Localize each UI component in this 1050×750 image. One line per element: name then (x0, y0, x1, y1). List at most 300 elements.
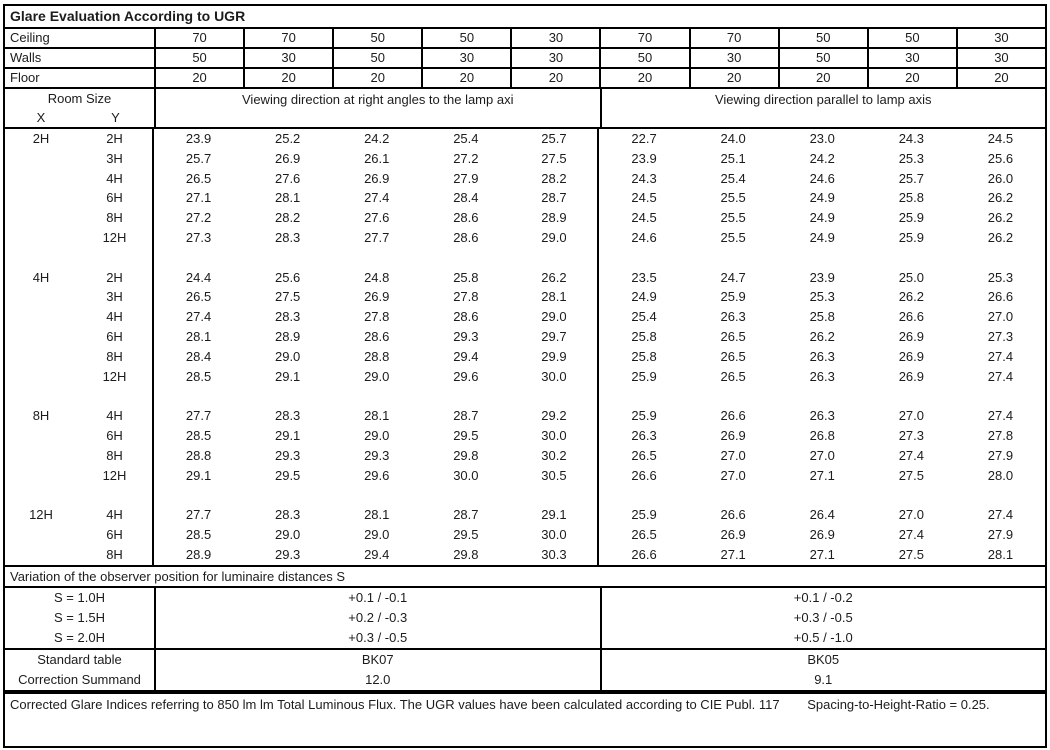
surface-value-cell: 30 (510, 29, 599, 47)
ugr-value-cell (332, 248, 421, 268)
surface-value-cell: 70 (599, 29, 688, 47)
ugr-value-cell: 25.5 (720, 190, 746, 206)
ugr-value-cell: 28.6 (453, 210, 479, 226)
room-y-label: 8H (77, 446, 154, 466)
ugr-value-cell: 30.0 (510, 367, 599, 387)
ugr-value-cell: 25.5 (720, 229, 746, 245)
room-x-label (5, 466, 77, 486)
ugr-value-cell (332, 485, 421, 505)
ugr-value-cell: 29.4 (453, 348, 479, 364)
ugr-value-cell: 25.8 (809, 309, 835, 325)
ugr-value-cell: 24.5 (631, 190, 657, 206)
ugr-value-cell: 23.0 (809, 131, 835, 146)
surface-value-cell: 20 (332, 69, 421, 87)
variation-right-value: +0.1 / -0.2 (600, 588, 1046, 608)
surface-value-cell: 50 (778, 29, 867, 47)
ugr-value-cell: 26.9 (364, 170, 390, 186)
ugr-value-cell: 25.2 (274, 131, 301, 146)
surface-value-cell: 20 (867, 69, 956, 87)
ugr-value-cell: 27.5 (898, 546, 924, 562)
surface-row (5, 29, 1045, 49)
room-y-label (77, 386, 154, 406)
ugr-value-cell: 26.5 (185, 289, 212, 305)
room-y-label: 8H (77, 347, 154, 367)
room-x-label (5, 149, 77, 169)
table-row (5, 188, 1045, 208)
surface-value-cell: 20 (778, 69, 867, 87)
ugr-value-cell: 27.5 (274, 289, 301, 305)
ugr-value-cell: 28.7 (510, 188, 599, 208)
summary-left-value: 12.0 (154, 670, 600, 690)
summary-row (5, 650, 1045, 670)
room-y-label: 12H (77, 367, 154, 387)
ugr-value-cell: 29.5 (453, 427, 479, 443)
ugr-value-cell: 25.3 (987, 269, 1014, 285)
ugr-value-cell: 28.3 (274, 408, 301, 424)
ugr-value-cell: 26.8 (809, 427, 835, 443)
right-group-header: Viewing direction parallel to lamp axis (600, 89, 1046, 129)
ugr-value-cell: 26.9 (720, 427, 746, 443)
surface-value-cell: 50 (867, 29, 956, 47)
table-row (5, 367, 1045, 387)
surface-value-cell: 50 (778, 49, 867, 67)
ugr-value-cell: 27.0 (898, 507, 924, 523)
ugr-value-cell: 27.1 (809, 467, 835, 483)
ugr-value-cell: 29.1 (510, 505, 599, 525)
ugr-value-cell: 28.2 (510, 169, 599, 189)
ugr-value-cell: 27.0 (987, 309, 1014, 325)
room-x-label (5, 248, 77, 268)
ugr-value-cell: 30.0 (510, 426, 599, 446)
ugr-value-cell (599, 485, 688, 505)
room-x-label (5, 228, 77, 248)
ugr-value-cell (867, 248, 956, 268)
surface-value-cell: 70 (243, 29, 332, 47)
ugr-value-cell: 27.6 (364, 210, 390, 226)
ugr-value-cell: 27.1 (809, 546, 835, 562)
ugr-value-cell: 26.2 (898, 289, 924, 305)
variation-label: S = 1.0H (54, 590, 105, 605)
room-y-label: 3H (77, 287, 154, 307)
table-row (5, 406, 1045, 426)
ugr-value-cell: 27.5 (898, 467, 924, 483)
ugr-value-cell: 25.9 (631, 408, 657, 424)
variation-row (5, 608, 1045, 628)
ugr-value-cell: 26.6 (987, 289, 1014, 305)
ugr-value-cell: 29.9 (510, 347, 599, 367)
ugr-value-cell: 24.2 (364, 131, 390, 146)
footer-note (3, 692, 1047, 748)
variation-block (5, 588, 1045, 650)
room-size-axes (5, 109, 154, 129)
room-x-label (5, 545, 77, 565)
room-x-label (5, 386, 77, 406)
room-y-label (77, 248, 154, 268)
ugr-value-cell: 24.5 (987, 131, 1014, 146)
ugr-value-cell: 27.1 (185, 190, 212, 206)
surface-row (5, 49, 1045, 69)
ugr-value-cell (510, 485, 599, 505)
room-y-label: 6H (77, 426, 154, 446)
ugr-value-cell: 28.2 (274, 210, 301, 226)
surface-value-cell: 30 (243, 49, 332, 67)
ugr-value-cell: 28.7 (453, 408, 479, 424)
surface-value-cell: 20 (599, 69, 688, 87)
spacer-row (5, 248, 1045, 268)
ugr-value-cell: 28.1 (364, 507, 390, 523)
ugr-value-cell: 29.0 (364, 368, 390, 384)
ugr-value-cell: 27.9 (453, 170, 479, 186)
ugr-value-cell: 30.0 (453, 467, 479, 483)
ugr-value-cell: 29.3 (453, 328, 479, 344)
ugr-value-cell (332, 386, 421, 406)
ugr-value-cell: 27.9 (987, 526, 1014, 542)
ugr-value-cell (689, 248, 778, 268)
table-row (5, 129, 1045, 149)
ugr-value-cell: 24.5 (631, 210, 657, 226)
ugr-value-cell: 26.9 (364, 289, 390, 305)
ugr-value-cell: 25.9 (631, 507, 657, 523)
surface-label: Walls (10, 50, 42, 65)
surface-value-cell: 50 (332, 49, 421, 67)
ugr-value-cell: 26.9 (898, 328, 924, 344)
room-x-label (5, 208, 77, 228)
ugr-value-cell: 28.3 (274, 229, 301, 245)
ugr-value-cell (421, 485, 510, 505)
surface-value-cell: 30 (689, 49, 778, 67)
summary-right-value: 9.1 (600, 670, 1046, 690)
room-x-label (5, 446, 77, 466)
spacer-row (5, 386, 1045, 406)
ugr-value-cell: 25.7 (185, 150, 212, 166)
surface-value-cell: 30 (510, 49, 599, 67)
ugr-value-cell: 28.9 (510, 208, 599, 228)
ugr-value-cell: 27.6 (274, 170, 301, 186)
ugr-value-cell: 29.1 (185, 467, 212, 483)
ugr-value-cell: 25.8 (453, 269, 479, 285)
ugr-value-cell: 26.9 (898, 368, 924, 384)
variation-row (5, 628, 1045, 648)
ugr-value-cell: 25.0 (898, 269, 924, 285)
ugr-value-cell: 27.8 (364, 309, 390, 325)
ugr-value-cell: 26.3 (809, 348, 835, 364)
surface-value-cell: 20 (510, 69, 599, 87)
ugr-value-cell: 28.5 (185, 526, 212, 542)
variation-label: S = 2.0H (54, 630, 105, 645)
ugr-value-cell: 25.9 (631, 368, 657, 384)
surface-value-cell: 70 (154, 29, 243, 47)
table-row (5, 307, 1045, 327)
surface-value-cell: 70 (689, 29, 778, 47)
ugr-value-cell: 27.7 (185, 408, 212, 424)
ugr-value-cell (421, 248, 510, 268)
table-row (5, 545, 1045, 565)
ugr-value-cell: 27.4 (987, 408, 1014, 424)
ugr-value-cell: 27.4 (185, 309, 212, 325)
ugr-value-cell: 26.6 (631, 467, 657, 483)
room-y-label: 4H (77, 307, 154, 327)
variation-row (5, 588, 1045, 608)
surface-value-cell: 20 (243, 69, 332, 87)
ugr-value-cell: 26.1 (364, 150, 390, 166)
ugr-value-cell: 27.8 (987, 427, 1014, 443)
ugr-value-cell: 25.1 (720, 150, 746, 166)
ugr-value-cell: 25.8 (631, 328, 657, 344)
ugr-value-cell: 30.5 (510, 466, 599, 486)
ugr-value-cell (154, 386, 243, 406)
ugr-value-cell: 28.4 (185, 348, 212, 364)
ugr-value-cell: 25.7 (898, 170, 924, 186)
ugr-value-cell: 27.3 (898, 427, 924, 443)
ugr-value-cell (867, 485, 956, 505)
surface-value-cell: 30 (956, 29, 1045, 47)
ugr-value-cell: 27.0 (720, 467, 746, 483)
ugr-value-cell: 27.7 (185, 507, 212, 523)
ugr-value-cell: 26.5 (631, 526, 657, 542)
ugr-value-cell: 26.3 (631, 427, 657, 443)
ugr-value-cell: 27.1 (720, 546, 746, 562)
room-y-label: 6H (77, 327, 154, 347)
room-x-label (5, 347, 77, 367)
summary-block (5, 650, 1045, 690)
ugr-value-cell: 29.0 (510, 307, 599, 327)
ugr-value-cell: 28.3 (274, 309, 301, 325)
ugr-value-cell: 29.2 (510, 406, 599, 426)
surface-label: Ceiling (10, 30, 50, 45)
surface-value-cell: 30 (867, 49, 956, 67)
room-x-label (5, 287, 77, 307)
table-row (5, 208, 1045, 228)
table-row (5, 149, 1045, 169)
spacer-row (5, 485, 1045, 505)
ugr-value-cell: 29.8 (453, 546, 479, 562)
table-row (5, 426, 1045, 446)
ugr-value-body (5, 129, 1045, 565)
ugr-value-cell: 26.2 (987, 229, 1014, 245)
ugr-value-cell: 26.5 (720, 348, 746, 364)
ugr-value-cell: 26.4 (809, 507, 835, 523)
ugr-value-cell: 26.5 (720, 368, 746, 384)
ugr-value-cell (243, 248, 332, 268)
ugr-value-cell: 25.4 (631, 309, 657, 325)
surface-reflectance-rows (5, 29, 1045, 89)
ugr-value-cell: 23.9 (809, 269, 835, 285)
variation-left-value: +0.2 / -0.3 (154, 608, 600, 628)
ugr-value-cell: 23.9 (185, 131, 212, 146)
room-size-header (5, 89, 154, 129)
summary-right-value: BK05 (600, 650, 1046, 670)
table-row (5, 169, 1045, 189)
ugr-value-cell: 27.3 (185, 229, 212, 245)
variation-left-value: +0.1 / -0.1 (154, 588, 600, 608)
table-row (5, 287, 1045, 307)
room-x-label (5, 485, 77, 505)
ugr-value-cell: 27.4 (898, 526, 924, 542)
ugr-value-cell: 24.0 (720, 131, 746, 146)
ugr-value-cell (510, 386, 599, 406)
ugr-value-cell: 26.2 (987, 190, 1014, 206)
ugr-value-cell: 26.2 (809, 328, 835, 344)
y-axis-label: Y (111, 110, 120, 125)
ugr-value-cell: 29.6 (453, 368, 479, 384)
room-y-label: 4H (77, 169, 154, 189)
ugr-value-cell: 28.1 (987, 546, 1014, 562)
variation-label: S = 1.5H (54, 610, 105, 625)
x-axis-label: X (36, 110, 46, 125)
ugr-value-cell: 24.4 (185, 269, 212, 285)
ugr-value-cell: 25.4 (720, 170, 746, 186)
ugr-value-cell: 27.4 (364, 190, 390, 206)
ugr-value-cell: 25.5 (720, 210, 746, 226)
ugr-value-cell: 25.9 (898, 229, 924, 245)
ugr-value-cell: 25.3 (809, 289, 835, 305)
ugr-value-cell: 28.1 (274, 190, 301, 206)
ugr-value-cell: 24.6 (631, 229, 657, 245)
ugr-value-cell: 25.7 (510, 129, 599, 149)
ugr-value-cell: 29.8 (453, 447, 479, 463)
ugr-value-cell: 25.6 (987, 150, 1014, 166)
ugr-value-cell: 25.8 (898, 190, 924, 206)
surface-value-cell: 50 (599, 49, 688, 67)
ugr-value-cell: 29.5 (453, 526, 479, 542)
surface-value-cell: 50 (332, 29, 421, 47)
variation-right-value: +0.5 / -1.0 (600, 628, 1046, 648)
ugr-value-cell: 27.5 (510, 149, 599, 169)
room-y-label: 2H (77, 268, 154, 288)
ugr-value-cell (154, 248, 243, 268)
ugr-value-cell (243, 485, 332, 505)
ugr-value-cell (956, 386, 1045, 406)
ugr-value-cell: 28.1 (510, 287, 599, 307)
ugr-value-cell: 23.9 (631, 150, 657, 166)
ugr-value-cell: 27.4 (898, 447, 924, 463)
ugr-value-cell: 27.0 (898, 408, 924, 424)
room-y-label: 4H (77, 406, 154, 426)
ugr-value-cell: 29.0 (364, 526, 390, 542)
room-y-label: 6H (77, 525, 154, 545)
summary-label: Correction Summand (18, 672, 141, 687)
surface-label: Floor (10, 70, 40, 85)
table-row (5, 347, 1045, 367)
table-header-row (5, 89, 1045, 129)
ugr-value-cell: 29.1 (274, 427, 301, 443)
surface-value-cell: 20 (154, 69, 243, 87)
footer-note-ratio: Spacing-to-Height-Ratio = 0.25. (807, 697, 990, 712)
ugr-value-cell: 29.6 (364, 467, 390, 483)
ugr-value-cell (956, 485, 1045, 505)
ugr-value-cell: 25.9 (720, 289, 746, 305)
ugr-value-cell: 26.2 (987, 210, 1014, 226)
ugr-value-cell: 26.9 (274, 150, 301, 166)
ugr-value-cell: 25.9 (898, 210, 924, 226)
variation-title: Variation of the observer position for luminaire distances S (5, 565, 1045, 588)
surface-row (5, 69, 1045, 89)
ugr-value-cell: 24.9 (809, 210, 835, 226)
summary-label: Standard table (37, 652, 122, 667)
ugr-value-cell: 28.0 (987, 467, 1014, 483)
ugr-value-cell: 24.9 (631, 289, 657, 305)
ugr-value-cell: 26.0 (987, 170, 1014, 186)
room-x-label: 8H (32, 408, 50, 424)
room-y-label: 8H (77, 208, 154, 228)
ugr-value-cell: 24.9 (809, 229, 835, 245)
ugr-value-cell (154, 485, 243, 505)
table-row (5, 466, 1045, 486)
ugr-value-cell: 29.1 (274, 368, 301, 384)
room-y-label: 8H (77, 545, 154, 565)
ugr-value-cell: 29.7 (510, 327, 599, 347)
ugr-value-cell: 28.4 (453, 190, 479, 206)
left-group-header: Viewing direction at right angles to the lamp axi (154, 89, 600, 129)
ugr-value-cell: 27.2 (453, 150, 479, 166)
surface-value-cell: 30 (421, 49, 510, 67)
surface-value-cell: 30 (956, 49, 1045, 67)
room-x-label (5, 307, 77, 327)
ugr-value-cell: 25.8 (631, 348, 657, 364)
room-x-label (5, 525, 77, 545)
room-y-label: 2H (77, 129, 154, 149)
ugr-value-cell (778, 386, 867, 406)
room-x-label: 12H (29, 507, 53, 523)
ugr-value-cell (599, 248, 688, 268)
ugr-value-cell: 26.2 (510, 268, 599, 288)
ugr-value-cell: 28.5 (185, 368, 212, 384)
ugr-value-cell: 27.7 (364, 229, 390, 245)
ugr-value-cell: 27.8 (453, 289, 479, 305)
room-y-label: 4H (77, 505, 154, 525)
ugr-value-cell (599, 386, 688, 406)
ugr-value-cell: 25.3 (898, 150, 924, 166)
summary-left-value: BK07 (154, 650, 600, 670)
room-y-label: 3H (77, 149, 154, 169)
room-y-label: 6H (77, 188, 154, 208)
ugr-value-cell: 26.5 (185, 170, 212, 186)
ugr-value-cell: 26.3 (809, 368, 835, 384)
variation-right-value: +0.3 / -0.5 (600, 608, 1046, 628)
ugr-value-cell: 27.4 (987, 368, 1014, 384)
ugr-value-cell: 24.8 (364, 269, 390, 285)
ugr-value-cell: 28.9 (274, 328, 301, 344)
summary-row (5, 670, 1045, 690)
room-x-label (5, 426, 77, 446)
table-title: Glare Evaluation According to UGR (5, 6, 1045, 29)
ugr-value-cell: 29.0 (274, 348, 301, 364)
ugr-value-cell (510, 248, 599, 268)
ugr-value-cell: 24.9 (809, 190, 835, 206)
variation-left-value: +0.3 / -0.5 (154, 628, 600, 648)
ugr-value-cell: 26.6 (898, 309, 924, 325)
ugr-value-cell (243, 386, 332, 406)
room-x-label: 2H (32, 131, 50, 146)
surface-value-cell: 20 (421, 69, 510, 87)
footer-note-text: Corrected Glare Indices referring to 850 lm lm Total Luminous Flux. The UGR values have been calculated according to CIE Publ. 117 (10, 697, 780, 712)
surface-value-cell: 50 (154, 49, 243, 67)
ugr-value-cell: 25.4 (453, 131, 479, 146)
ugr-value-cell: 27.3 (987, 328, 1014, 344)
ugr-value-cell: 27.0 (720, 447, 746, 463)
ugr-value-cell: 28.7 (453, 507, 479, 523)
ugr-value-cell: 22.7 (631, 131, 657, 146)
ugr-value-cell: 29.0 (364, 427, 390, 443)
ugr-value-cell: 28.9 (185, 546, 212, 562)
ugr-value-cell: 28.1 (185, 328, 212, 344)
ugr-value-cell: 27.2 (185, 210, 212, 226)
room-size-label: Room Size (47, 91, 112, 106)
ugr-value-cell: 28.8 (364, 348, 390, 364)
room-y-label (77, 485, 154, 505)
room-y-label: 12H (77, 466, 154, 486)
ugr-value-cell: 29.3 (274, 447, 301, 463)
